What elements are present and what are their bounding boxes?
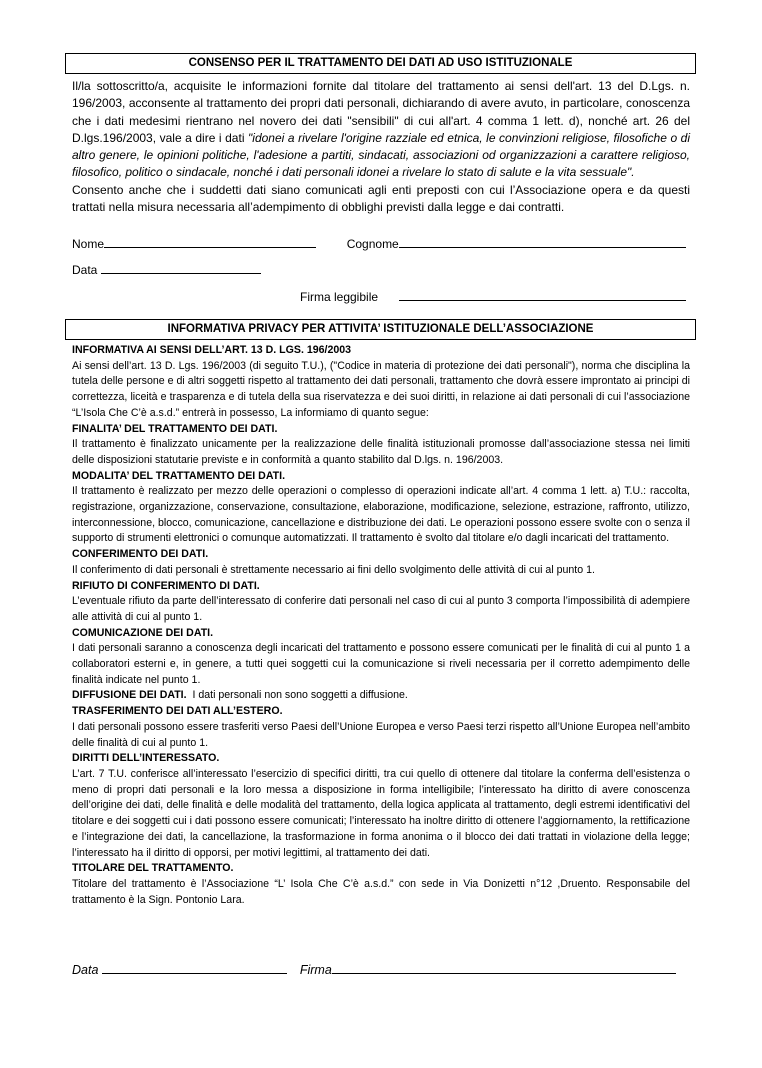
info-section — [72, 861, 690, 908]
name-row — [72, 236, 686, 251]
info-section — [72, 469, 690, 548]
info-section — [72, 579, 690, 626]
section-heading: INFORMATIVA AI SENSI DELL’ART. 13 D. LGS. 196/2003 — [72, 344, 352, 356]
bottom-firma-label: Firma — [299, 963, 332, 977]
section-text: Il trattamento è finalizzato unicamente per la realizzazione delle finalità istituzionali promosse dall’associazione stessa nei limiti delle disposizioni statutarie previste e in conformità a quanto stabilito dal D.lgs. n. 196/2003. — [72, 438, 690, 466]
info-section — [72, 626, 690, 689]
section-heading: COMUNICAZIONE DEI DATI. — [72, 626, 214, 639]
firma-leggibile-label: Firma leggibile — [300, 290, 379, 304]
info-section-diffusione — [72, 688, 690, 704]
section-text: Ai sensi dell’art. 13 D. Lgs. 196/2003 (di seguito T.U.), ("Codice in materia di protezione dei dati personali"), norma che disciplina la tutela delle persone e di altri soggetti rispetto al trattamento dei dati personali, trattamento che dovrà essere improntato ai principi di correttezza, liceità e trasparenza e di tutela della sua riservatezza e dei suoi diritti, in relazione ai dati personali di cui l’associazione “L’Isola Che C’è a.s.d.” entrerà in possesso, La informiamo di quanto segue: — [72, 359, 690, 419]
firma-field[interactable] — [399, 289, 686, 301]
info-section — [72, 547, 690, 578]
section-text: Il trattamento è realizzato per mezzo delle operazioni o complesso di operazioni indicate all’art. 4 comma 1 lett. a) T.U.: raccolta, registrazione, organizzazione, conservazione, consultazione, elaborazione, modificazione, selezione, estrazione, raffronto, utilizzo, interconnessione, blocco, comunicazione, cancellazione e distribuzione dei dati. Le operazioni possono essere svolte con o senza il supporto di strumenti elettronici o comunque automatizzati. Il trattamento è svolto dal titolare e/o dagli incaricati del trattamento. — [72, 485, 690, 545]
data-field[interactable] — [101, 262, 261, 274]
info-body — [72, 343, 690, 908]
section-heading: RIFIUTO DI CONFERIMENTO DI DATI. — [72, 579, 260, 592]
info-section — [72, 343, 690, 422]
cognome-label: Cognome — [346, 237, 399, 251]
section-text: I dati personali saranno a conoscenza degli incaricati del trattamento e possono essere comunicati per le finalità di cui al punto 1 a collaboratori esterni e, in genere, a tutti quei soggetti cui la comunicazione si riveli necessaria per il corretto adempimento delle finalità indicate nel punto 1. — [72, 642, 690, 686]
info-section — [72, 751, 690, 861]
signature-row — [300, 289, 686, 304]
cognome-field[interactable] — [399, 236, 686, 248]
consent-body — [72, 78, 690, 216]
section-text: I dati personali possono essere trasferiti verso Paesi dell’Unione Europea e verso Paesi terzi rispetto all’Unione Europea nell’ambito delle finalità di cui al punto 1. — [72, 720, 690, 749]
consent-quote: "idonei a rivelare l'origine razziale ed etnica, le convinzioni religiose, filosofiche o di altro genere, le opinioni politiche, l'adesione a partiti, sindacati, associazioni od organizzazioni a carattere religioso, filosofico, politico o sindacale, nonché i dati personali idonei a rivelare lo stato di salute e la vita sessuale". — [72, 130, 690, 180]
info-title: INFORMATIVA PRIVACY PER ATTIVITA’ ISTITUZIONALE DELL’ASSOCIAZIONE — [65, 319, 696, 340]
data-label: Data — [72, 263, 98, 277]
diffusione-text: I dati personali non sono soggetti a diffusione. — [192, 689, 408, 702]
section-text: L’eventuale rifiuto da parte dell’interessato di conferire dati personali nel caso di cui al punto 3 comporta l’impossibilità di adempiere alle attività di cui al punto 1. — [72, 595, 690, 623]
section-text: Titolare del trattamento è l’Associazione “L’ Isola Che C’è a.s.d.” con sede in Via Donizetti n°12 ,Druento. Responsabile del trattamento è la Sign. Pontonio Lara. — [72, 877, 690, 906]
bottom-data-label: Data — [72, 963, 99, 977]
date-row — [72, 262, 261, 277]
info-section — [72, 422, 690, 469]
section-text: L’art. 7 T.U. conferisce all’interessato l’esercizio di specifici diritti, tra cui quello di ottenere dal titolare la conferma dell’esistenza o meno di propri dati personali e la loro messa a disposizione in forma intelligibile; l’interessato ha diritto di avere conoscenza dell’origine dei dati, delle finalità e delle modalità del trattamento, della logica applicata al trattamento, degli estremi identificativi del titolare e dei soggetti cui i dati possono essere comunicati; l’interessato ha inoltre diritto di ottenere l’aggiornamento, la rettificazione e l’integrazione dei dati, la cancellazione, la trasformazione in forma anonima o il blocco dei dati trattati in violazione della legge; l’interessato ha il diritto di opporsi, per motivi legittimi, al trattamento dei dati. — [72, 767, 690, 859]
nome-field[interactable] — [104, 236, 316, 248]
consent-title: CONSENSO PER IL TRATTAMENTO DEI DATI AD USO ISTITUZIONALE — [65, 53, 696, 74]
section-heading: CONFERIMENTO DEI DATI. — [72, 548, 209, 561]
bottom-signature-row — [72, 962, 676, 977]
section-heading: MODALITA’ DEL TRATTAMENTO DEI DATI. — [72, 469, 286, 482]
section-heading: TRASFERIMENTO DEI DATI ALL’ESTERO. — [72, 705, 283, 718]
info-section — [72, 704, 690, 751]
consent-intro: Il/la sottoscritto/a, acquisite le informazioni fornite dal titolare del trattamento ai sensi dell'art. 13 del D.Lgs. n. 196/2003, acconsente al trattamento dei propri dati personali, dichiarando di avere avuto, in particolare, conoscenza che i dati medesimi rientrano nel novero dei dati "sensibili" di cui all'art. 4 comma 1 lett. d), nonché art. 26 del D.lgs.196/2003, vale a dire i dati — [72, 79, 690, 145]
diffusione-heading: DIFFUSIONE DEI DATI. — [72, 689, 187, 702]
consent-second: Consento anche che i suddetti dati siano comunicati agli enti preposti con cui l’Associazione opera e da questi trattati nella misura necessaria all’adempimento di obblighi previsti dalla legge e dai contratti. — [72, 182, 690, 215]
section-text: Il conferimento di dati personali è strettamente necessario ai fini dello svolgimento delle attività di cui al punto 1. — [72, 563, 595, 576]
bottom-data-field[interactable] — [102, 962, 287, 974]
section-heading: TITOLARE DEL TRATTAMENTO. — [72, 862, 234, 875]
nome-label: Nome — [72, 237, 105, 251]
bottom-firma-field[interactable] — [332, 962, 676, 974]
section-heading: FINALITA’ DEL TRATTAMENTO DEI DATI. — [72, 422, 278, 435]
section-heading: DIRITTI DELL’INTERESSATO. — [72, 752, 220, 765]
